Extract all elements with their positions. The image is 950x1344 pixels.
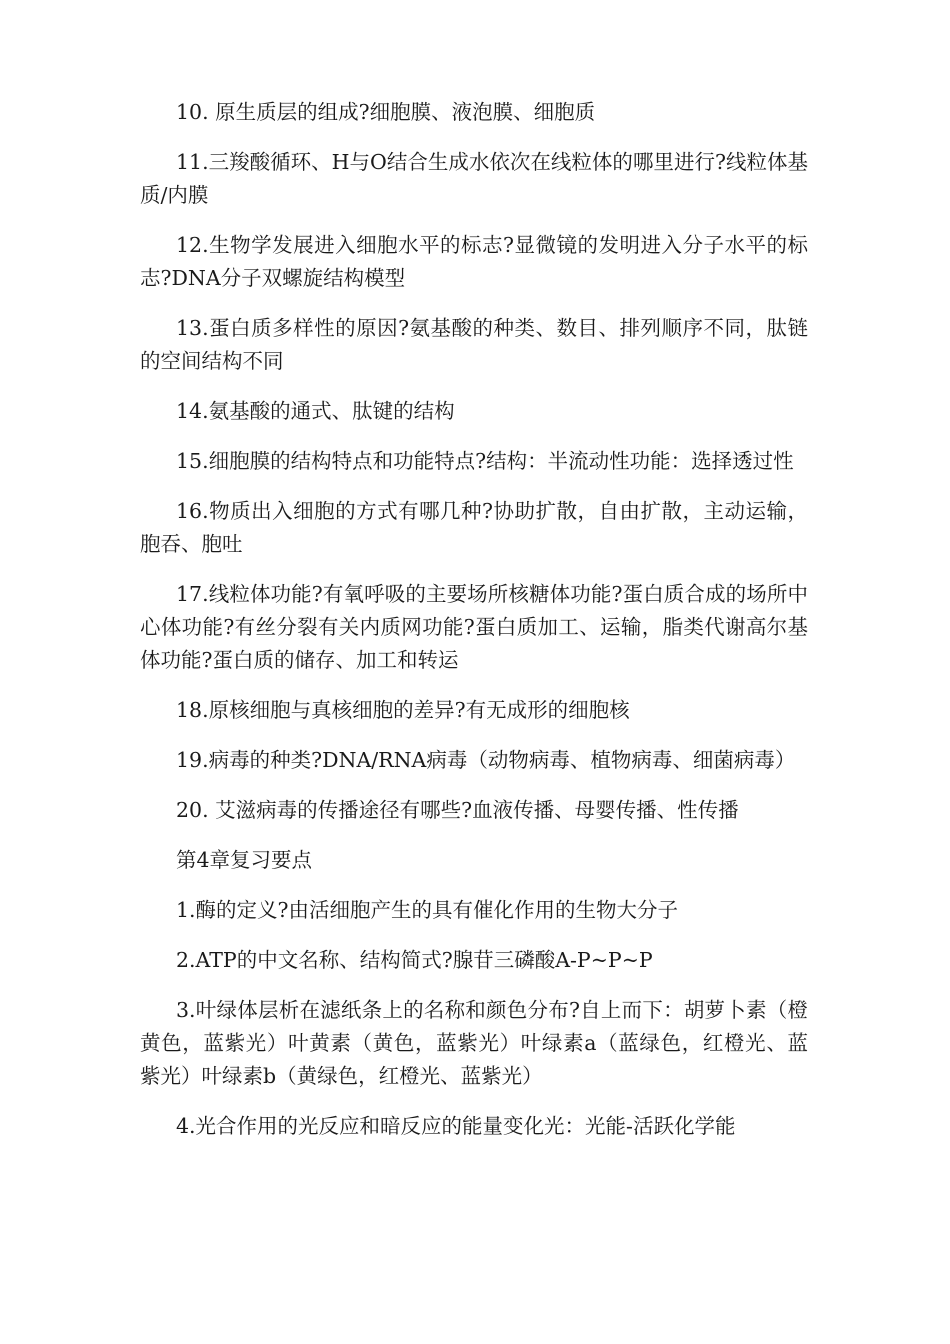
paragraph-ch4-4: 4.光合作用的光反应和暗反应的能量变化光：光能-活跃化学能 <box>176 1114 736 1138</box>
paragraph-20: 20. 艾滋病毒的传播途径有哪些?血液传播、母婴传播、性传播 <box>176 798 739 822</box>
paragraph-19: 19.病毒的种类?DNA/RNA病毒（动物病毒、植物病毒、细菌病毒） <box>176 748 796 772</box>
paragraph-ch4-1: 1.酶的定义?由活细胞产生的具有催化作用的生物大分子 <box>176 898 679 922</box>
paragraph-10: 10. 原生质层的组成?细胞膜、液泡膜、细胞质 <box>176 100 596 124</box>
paragraph-16: 16.物质出入细胞的方式有哪几种?协助扩散，自由扩散，主动运输，胞吞、胞吐 <box>140 499 808 556</box>
paragraph-18: 18.原核细胞与真核细胞的差异?有无成形的细胞核 <box>176 698 630 722</box>
paragraph-15: 15.细胞膜的结构特点和功能特点?结构：半流动性功能：选择透过性 <box>176 449 794 473</box>
paragraph-ch4-3: 3.叶绿体层析在滤纸条上的名称和颜色分布?自上而下：胡萝卜素（橙黄色，蓝紫光）叶黄素（黄色，蓝紫光）叶绿素a（蓝绿色，红橙光、蓝紫光）叶绿素b（黄绿色，红橙光、蓝紫光） <box>140 998 808 1088</box>
paragraph-ch4-2: 2.ATP的中文名称、结构简式?腺苷三磷酸A-P~P~P <box>176 948 653 972</box>
paragraph-12: 12.生物学发展进入细胞水平的标志?显微镜的发明进入分子水平的标志?DNA分子双螺旋结构模型 <box>140 233 808 290</box>
paragraph-13: 13.蛋白质多样性的原因?氨基酸的种类、数目、排列顺序不同，肽链的空间结构不同 <box>140 316 808 373</box>
paragraph-17: 17.线粒体功能?有氧呼吸的主要场所核糖体功能?蛋白质合成的场所中心体功能?有丝分裂有关内质网功能?蛋白质加工、运输，脂类代谢高尔基体功能?蛋白质的储存、加工和转运 <box>140 582 808 672</box>
document-body <box>140 96 808 1160</box>
chapter-heading: 第4章复习要点 <box>176 848 313 872</box>
paragraph-11: 11.三羧酸循环、H与O结合生成水依次在线粒体的哪里进行?线粒体基质/内膜 <box>140 150 808 207</box>
paragraph-14: 14.氨基酸的通式、肽键的结构 <box>176 399 455 423</box>
